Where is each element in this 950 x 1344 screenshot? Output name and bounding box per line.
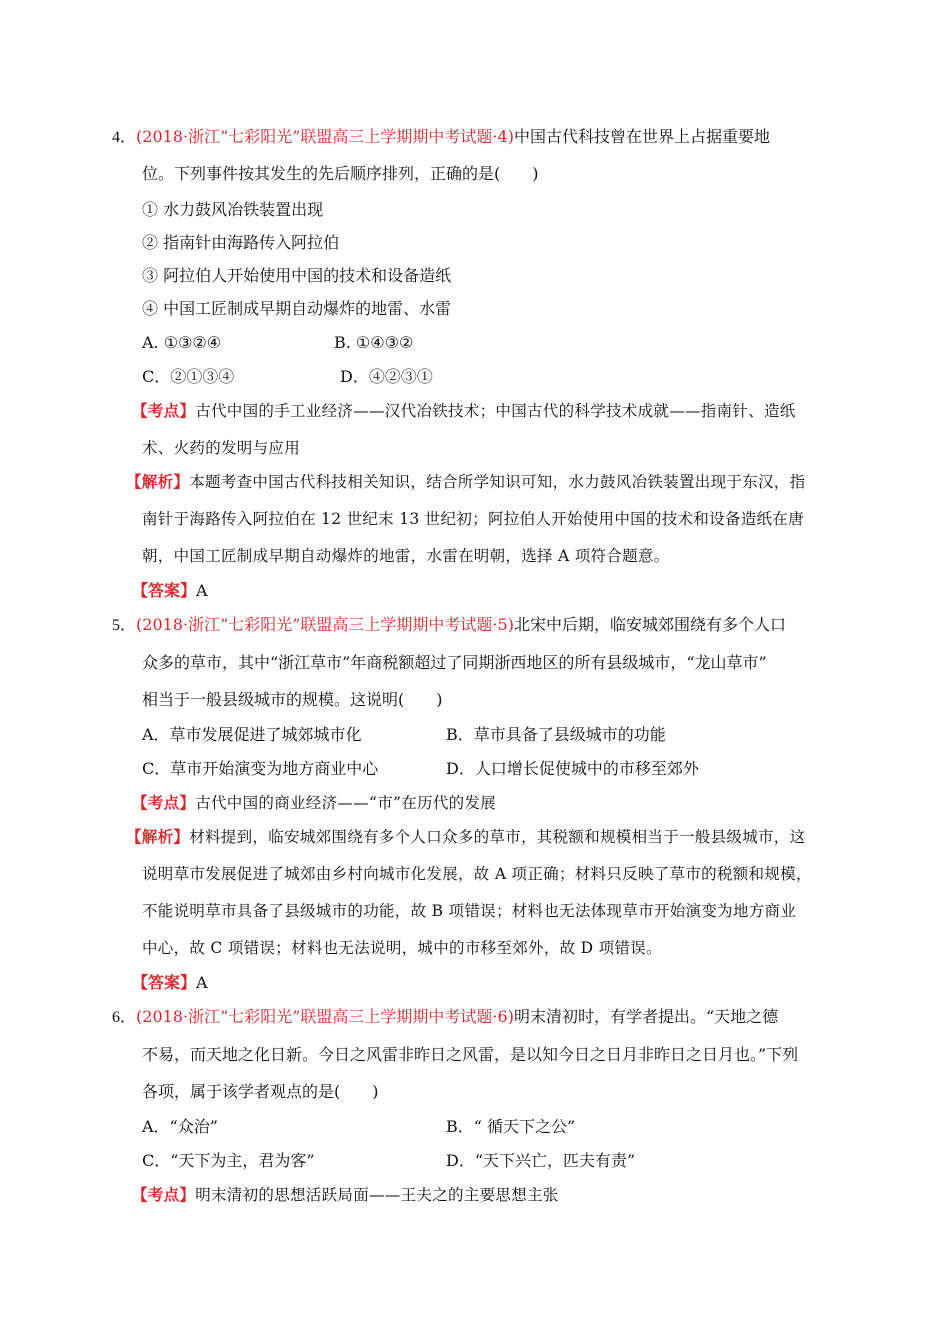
answer-tag: 【答案】 <box>132 973 197 992</box>
kaodian-text: 明末清初的思想活跃局面——王夫之的主要思想主张 <box>195 1186 559 1204</box>
question-5-stem-line-3: 相当于一般县级城市的规模。这说明( ) <box>142 690 443 709</box>
question-5-option-d: D．人口增长促使城中的市移至郊外 <box>446 759 699 778</box>
question-stem: 明末清初时，有学者提出。“天地之德 <box>513 1007 779 1026</box>
answer-value: A <box>196 973 208 992</box>
question-5-option-a: A．草市发展促进了城郊城市化 <box>142 725 362 744</box>
question-6-option-b: B．“ 循天下之公” <box>446 1117 576 1136</box>
question-6-stem-line-2: 不易，而天地之化日新。今日之风雷非昨日之风雷，是以知今日之日月非昨日之日月也。”下列 <box>142 1045 799 1064</box>
question-number: 6． <box>112 1009 137 1026</box>
question-6-kaodian <box>132 1184 559 1206</box>
question-5-jiexi-line-3: 不能说明草市具备了县级城市的功能，故 B 项错误；材料也无法体现草市开始演变为地方商业 <box>142 902 797 920</box>
question-4-item-2: ② 指南针由海路传入阿拉伯 <box>142 233 340 252</box>
question-4-answer <box>132 580 208 602</box>
answer-value: A <box>196 581 208 600</box>
question-4-stem-line-2: 位。下列事件按其发生的先后顺序排列，正确的是( ) <box>142 164 539 183</box>
question-5-option-b: B．草市具备了县级城市的功能 <box>446 725 666 744</box>
question-4-item-3: ③ 阿拉伯人开始使用中国的技术和设备造纸 <box>142 266 452 285</box>
question-4-item-4: ④ 中国工匠制成早期自动爆炸的地雷、水雷 <box>142 299 452 318</box>
question-4-option-a: A. ①③②④ <box>142 333 222 352</box>
question-4-kaodian <box>132 400 796 422</box>
kaodian-text: 古代中国的商业经济——“市”在历代的发展 <box>195 794 497 812</box>
question-4-option-b: B. ①④③② <box>334 333 414 352</box>
question-source: (2018·浙江“七彩阳光”联盟高三上学期期中考试题·6) <box>136 1007 514 1026</box>
question-6-option-a: A．“众治” <box>142 1117 218 1136</box>
question-4-option-c: C．②①③④ <box>142 367 235 386</box>
question-4-jiexi-line-2: 南针于海路传入阿拉伯在 12 世纪末 13 世纪初；阿拉伯人开始使用中国的技术和设备造纸在唐 <box>142 510 804 528</box>
jiexi-text: 材料提到，临安城郊围绕有多个人口众多的草市，其税额和规模相当于一般县级城市，这 <box>189 828 806 846</box>
question-source: (2018·浙江“七彩阳光”联盟高三上学期期中考试题·4) <box>136 127 514 146</box>
question-4-option-d: D．④②③① <box>340 367 433 386</box>
question-5-stem-line-2: 众多的草市，其中“浙江草市”年商税额超过了同期浙西地区的所有县级城市，“龙山草市” <box>142 653 767 672</box>
jiexi-tag: 【解析】 <box>126 827 190 846</box>
question-4-item-1: ① 水力鼓风冶铁装置出现 <box>142 200 324 219</box>
question-5-option-c: C．草市开始演变为地方商业中心 <box>142 759 379 778</box>
question-4-jiexi-line-3: 朝，中国工匠制成早期自动爆炸的地雷，水雷在明朝，选择 A 项符合题意。 <box>142 547 670 565</box>
kaodian-tag: 【考点】 <box>132 401 196 420</box>
answer-tag: 【答案】 <box>132 581 197 600</box>
question-6-stem-line-3: 各项，属于该学者观点的是( ) <box>142 1082 379 1101</box>
question-6-line-1 <box>112 1006 778 1029</box>
kaodian-tag: 【考点】 <box>132 1185 196 1204</box>
question-source: (2018·浙江“七彩阳光”联盟高三上学期期中考试题·5) <box>136 615 514 634</box>
question-6-option-d: D．“天下兴亡，匹夫有责” <box>446 1151 636 1170</box>
question-6-option-c: C．“天下为主，君为客” <box>142 1151 315 1170</box>
kaodian-tag: 【考点】 <box>132 793 196 812</box>
question-stem: 北宋中后期，临安城郊围绕有多个人口 <box>513 615 786 634</box>
kaodian-text: 古代中国的手工业经济——汉代冶铁技术；中国古代的科学技术成就——指南针、造纸 <box>195 402 796 420</box>
question-stem: 中国古代科技曾在世界上占据重要地 <box>513 127 770 146</box>
question-4-jiexi <box>126 471 805 493</box>
question-5-jiexi <box>126 826 805 848</box>
question-4-line-1 <box>112 126 770 149</box>
jiexi-text: 本题考查中国古代科技相关知识，结合所学知识可知，水力鼓风冶铁装置出现于东汉，指 <box>189 473 806 491</box>
question-4-kaodian-line-2: 术、火药的发明与应用 <box>142 439 301 457</box>
question-5-kaodian <box>132 792 496 814</box>
question-5-line-1 <box>112 614 786 637</box>
question-5-jiexi-line-2: 说明草市发展促进了城郊由乡村向城市化发展，故 A 项正确；材料只反映了草市的税额和规模， <box>142 865 812 883</box>
question-number: 4． <box>112 129 137 146</box>
question-5-jiexi-line-4: 中心，故 C 项错误；材料也无法说明，城中的市移至郊外，故 D 项错误。 <box>142 939 662 957</box>
question-5-answer <box>132 972 208 994</box>
question-number: 5． <box>112 617 137 634</box>
jiexi-tag: 【解析】 <box>126 472 190 491</box>
